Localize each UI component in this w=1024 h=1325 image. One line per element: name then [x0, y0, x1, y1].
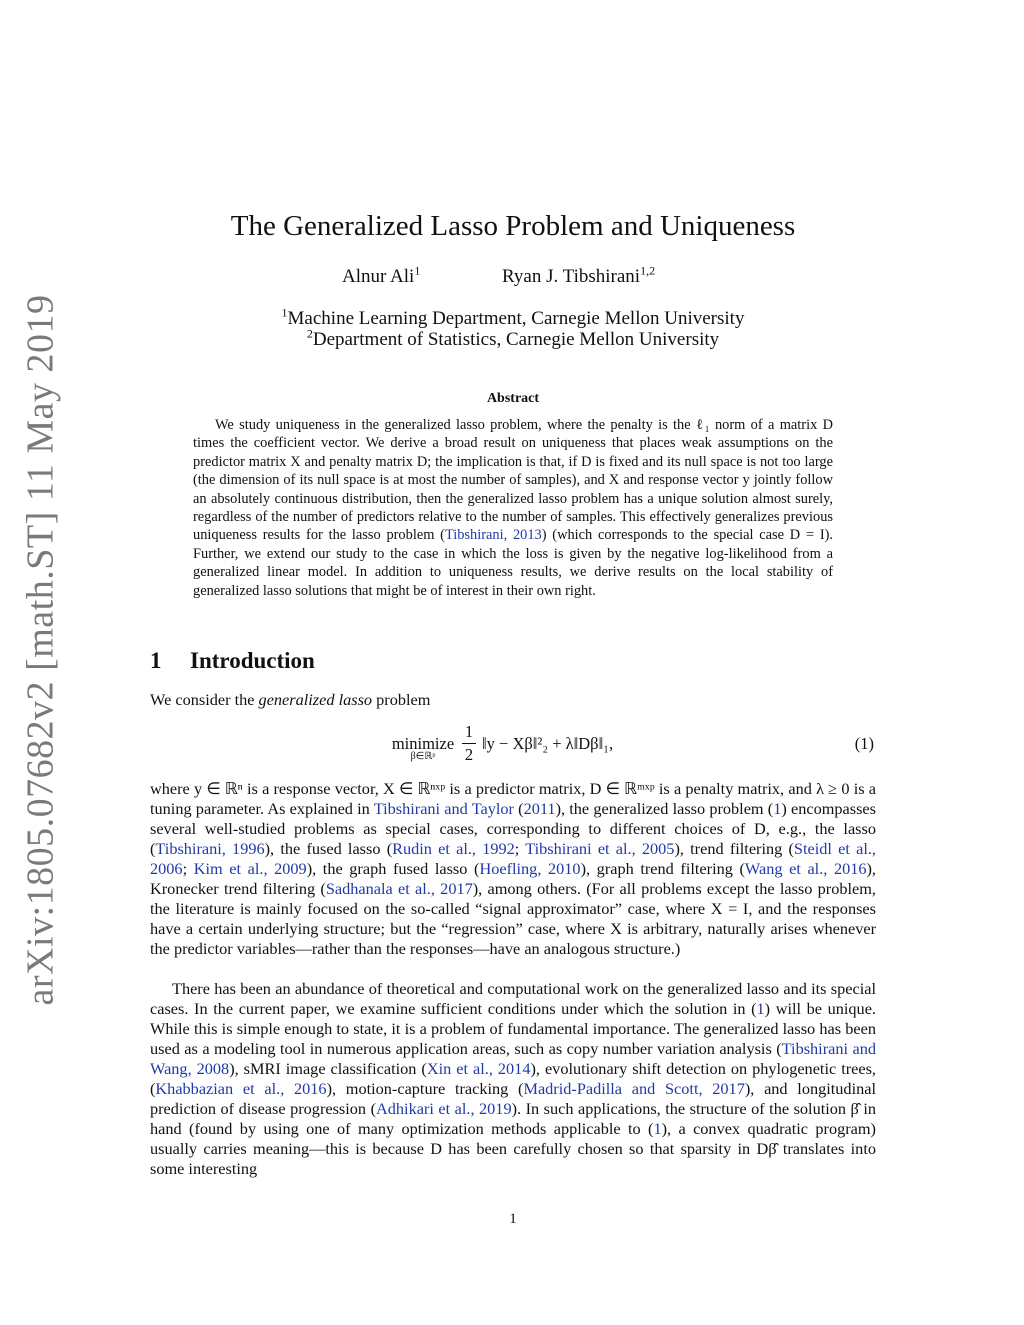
affiliation-2 — [150, 326, 876, 350]
eq-body: ‖y − Xβ‖²₂ + λ‖Dβ‖₁, — [482, 734, 614, 753]
eq-operator — [388, 734, 458, 762]
equation-number: (1) — [854, 734, 874, 753]
body-text: ), the graph fused lasso ( — [306, 859, 480, 878]
body-text: ), evolutionary shift detection on phylogenetic trees, ( — [150, 1059, 876, 1098]
arxiv-identifier: arXiv:1805.07682v2 [math.ST] 11 May 2019 — [19, 294, 61, 1006]
citation-link[interactable]: Tibshirani, 1996 — [155, 839, 265, 858]
abstract-heading: Abstract — [486, 391, 540, 406]
body-text: ; — [182, 859, 194, 878]
body-text: ), motion-capture tracking ( — [326, 1079, 524, 1098]
paper-title: The Generalized Lasso Problem and Uniqueness — [230, 210, 796, 242]
body-text: ). In such applications, the structure of the solution β̂ in hand (found by using one of many optimization methods applicable to ( — [150, 1099, 876, 1138]
body-text: We consider the — [150, 690, 259, 709]
section-heading — [150, 648, 876, 674]
affiliation-1 — [150, 305, 876, 329]
author-2 — [502, 263, 656, 288]
equation-ref-link[interactable]: 1 — [653, 1119, 662, 1138]
emphasis: generalized lasso — [258, 690, 373, 709]
eq-subscript: β∈ℝᵖ — [410, 751, 436, 762]
body-text: ) encompasses several well-studied problems as special cases, corresponding to different choices of D, e.g., the lasso ( — [150, 799, 876, 858]
arxiv-stamp — [0, 294, 80, 1006]
intro-line — [150, 690, 876, 710]
citation-link[interactable]: Tibshirani and Taylor — [373, 799, 514, 818]
body-text: ), among others. (For all problems except the lasso problem, the literature is mainly focused on the so-called “signal approximator” case, where X = I, and the responses have a certain underlying structure; but the “regression” case, where X is arbitrary, naturally arises whenever the predictor variables—rather than the responses—have an analogous structure.) — [150, 879, 876, 958]
body-text: ; — [514, 839, 526, 858]
body-text: ), the fused lasso ( — [264, 839, 393, 858]
body-text: ), and longitudinal prediction of disease progression ( — [150, 1079, 876, 1118]
author-affil-sup: 1 — [414, 263, 421, 278]
citation-link[interactable]: Khabbazian et al., 2016 — [155, 1079, 327, 1098]
citation-link[interactable]: Adhikari et al., 2019 — [376, 1099, 512, 1118]
author-name: Alnur Ali — [342, 266, 415, 287]
paragraph-1 — [150, 779, 876, 959]
abstract — [193, 416, 833, 600]
eq-minimize: minimize — [391, 734, 455, 753]
eq-frac-num: 1 — [464, 722, 474, 741]
body-text: problem — [372, 690, 431, 709]
eq-frac-bar — [462, 743, 476, 744]
section-number: 1 — [150, 648, 162, 673]
body-text: ) will be unique. While this is simple enough to state, it is a problem of fundamental importance. The generalized lasso has been used as a modeling tool in numerous application areas, such as copy number variation analysis ( — [150, 999, 876, 1058]
author-1 — [342, 263, 421, 288]
citation-link[interactable]: Tibshirani, 2013 — [444, 527, 542, 544]
citation-link[interactable]: Wang et al., 2016 — [744, 859, 867, 878]
citation-link[interactable]: Tibshirani et al., 2005 — [525, 839, 675, 858]
section-title: Introduction — [190, 648, 315, 673]
body-text: ( — [513, 799, 524, 818]
citation-link[interactable]: Sadhanala et al., 2017 — [325, 879, 473, 898]
affil-sup: 2 — [306, 326, 313, 341]
equation-ref-link[interactable]: 1 — [773, 799, 782, 818]
citation-link[interactable]: Rudin et al., 1992 — [392, 839, 515, 858]
body-text: ), a convex quadratic program) usually carries meaning—this is because D has been carefully chosen so that sparsity in Dβ̂ translates into some interesting — [150, 1119, 876, 1178]
equation-ref-link[interactable]: 1 — [756, 999, 765, 1018]
citation-link[interactable]: Steidl et al., 2006 — [150, 839, 876, 878]
abstract-text: ) (which corresponds to the special case D = I). Further, we extend our study to the case in which the loss is given by the negative log-likelihood from a generalized linear model. In addition to uniqueness results, we derive results on the local stability of generalized lasso solutions that might be of interest in their own right. — [193, 527, 833, 599]
equation-1 — [150, 722, 876, 772]
body-text: ), the generalized lasso problem ( — [555, 799, 774, 818]
body-text: ), Kronecker trend filtering ( — [150, 859, 877, 898]
citation-link[interactable]: Kim et al., 2009 — [193, 859, 307, 878]
author-name: Ryan J. Tibshirani — [502, 266, 641, 287]
affil-text: Machine Learning Department, Carnegie Mellon University — [287, 308, 745, 329]
citation-link[interactable]: 2011 — [523, 799, 556, 818]
citation-link[interactable]: Tibshirani and Wang, 2008 — [150, 1039, 876, 1078]
eq-frac-den: 2 — [464, 745, 474, 764]
paragraph-2 — [150, 979, 876, 1179]
citation-link[interactable]: Hoefling, 2010 — [479, 859, 581, 878]
affil-text: Department of Statistics, Carnegie Mellon University — [312, 329, 720, 350]
body-text: ), graph trend filtering ( — [580, 859, 745, 878]
affiliations — [150, 305, 876, 350]
body-text: There has been an abundance of theoretical and computational work on the generalized lasso and its special cases. In the current paper, we examine sufficient conditions under which the solution in ( — [150, 979, 876, 1018]
citation-link[interactable]: Madrid-Padilla and Scott, 2017 — [523, 1079, 745, 1098]
citation-link[interactable]: Xin et al., 2014 — [426, 1059, 531, 1078]
author-affil-sup: 1,2 — [640, 263, 656, 278]
body-text: ), trend filtering ( — [674, 839, 794, 858]
body-text: where y ∈ ℝⁿ is a response vector, X ∈ ℝⁿˣᵖ is a predictor matrix, D ∈ ℝᵐˣᵖ is a penalty matrix, and λ ≥ 0 is a tuning parameter. As explained in — [150, 779, 876, 818]
body-text: ), sMRI image classification ( — [229, 1059, 427, 1078]
eq-fraction — [462, 722, 476, 765]
abstract-text: We study uniqueness in the generalized lasso problem, where the penalty is the ℓ₁ norm of a matrix D times the coefficient vector. We derive a broad result on uniqueness that places weak assumptions on the predictor matrix X and penalty matrix D; the implication is that, if D is fixed and its null space is not too large (the dimension of its null space is at most the number of samples), and X and response vector y jointly follow an absolutely continuous distribution, then the generalized lasso problem has a unique solution almost surely, regardless of the number of predictors relative to the number of samples. This effectively generalizes previous uniqueness results for the lasso problem ( — [193, 417, 833, 544]
page-number: 1 — [509, 1211, 517, 1227]
affil-sup: 1 — [281, 305, 288, 320]
